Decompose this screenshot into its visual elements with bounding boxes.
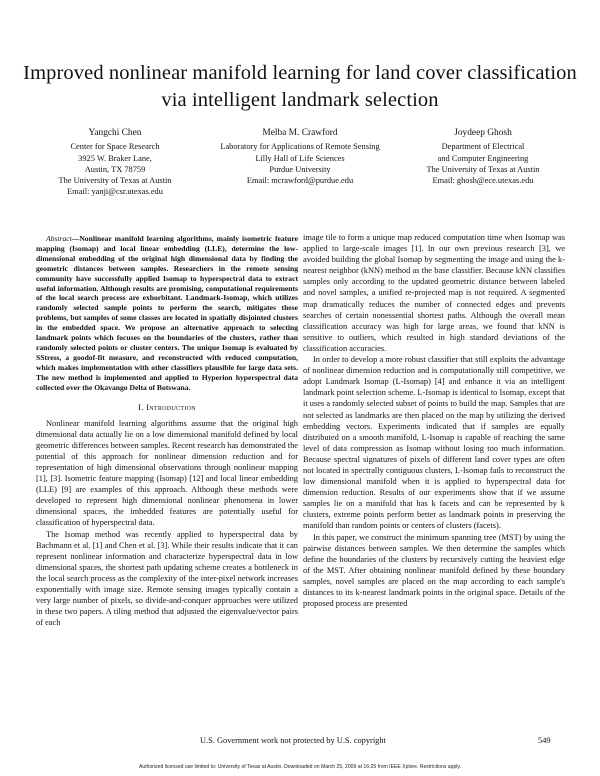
author-name: Melba M. Crawford: [262, 128, 338, 138]
author-email: Email: yanji@csr.utexas.edu: [67, 187, 163, 197]
author-affiliation-line: Center for Space Research: [70, 142, 160, 152]
author-affiliation-line: Purdue University: [269, 164, 331, 174]
author-affiliation-line: and Computer Engineering: [437, 153, 529, 163]
author-block-1: [30, 128, 200, 198]
right-column: [303, 232, 565, 609]
body-paragraph: image tile to form a unique map reduced computation time when Isomap was applied to large-scale images [1]. In our own previous research [3], we avoided building the global Isomap by segmenting the image and using the k-nearest neighbor (kNN) method as the base classifier. Because kNN classifies samples only according to the updated geometric distance between labeled and novel samples, a unified re-projected map is not required. A segmented map dramatically reduces the number of connected edges and prevents searches of certain nonessential shortest paths. Although the overall mean classification accuracy was high for large areas, we found that kNN is sensitive to outliers, which resulted in high standard deviations of the classification accuracies.: [303, 233, 565, 353]
author-affiliation-line: The University of Texas at Austin: [426, 164, 540, 174]
left-column: [36, 234, 298, 628]
author-block-3: [398, 128, 568, 186]
abstract-label: Abstract: [46, 234, 72, 243]
body-paragraph: In order to develop a more robust classifier that still exploits the advantage of nonlinear dimension reduction and is computationally still competitive, we adopt Landmark Isomap (L-Isomap) [4] and enhance it via an intelligent landmark point selection scheme. L-Isomap is identical to Isomap, except that it uses a randomly selected subset of points to build the map. Samples that are not selected as landmarks are then placed on the map by utilizing the derived embedding vectors. Experiments indicated that if samples are equally distributed on a smooth manifold, L-Isomap is capable of reaching the same level of data compression as Isomap without losing too much information. Because spectral signatures of pixels of different land cover types are often not located in spectrally contiguous clusters, L-Isomap fails to reconstruct the low dimensional manifold when it is applied to hyperspectral data for dimension reduction. Results of our experiments show that if we assume samples lie on a manifold that has k facets and can be represented by k clusters, extreme points perform better as landmark points in preserving the manifold than random points or centers of clusters (facets).: [303, 355, 565, 531]
body-paragraph: Nonlinear manifold learning algorithms assume that the original high dimensional data actually lie on a low dimensional manifold defined by local geometric differences between samples. Recent research has demonstrated the potential of this approach for nonlinear dimension reduction and for representation of high dimensional observations through nonlinear mapping [1], [3]. Isometric feature mapping (Isomap) [12] and local linear embedding (LLE) [9] are examples of this approach. Although these methods were developed to represent high dimensional nonlinear phenomena in lower dimensional spaces, the imbedded features are potentially useful for classification of hyperspectral data.: [36, 418, 298, 528]
paper-title: Improved nonlinear manifold learning for land cover classification via intelligent landmark selection: [23, 62, 577, 111]
copyright-footer: U.S. Government work not protected by U.S. copyright: [200, 736, 386, 745]
author-affiliation-line: Department of Electrical: [441, 142, 525, 152]
page-number: 549: [538, 736, 551, 745]
author-affiliation-line: The University of Texas at Austin: [58, 176, 172, 186]
author-affiliation-line: Lilly Hall of Life Sciences: [255, 153, 345, 163]
section-number: I.: [138, 401, 144, 412]
author-affiliation-line: 3925 W. Braker Lane,: [78, 153, 152, 163]
author-affiliation-line: Laboratory for Applications of Remote Sensing: [220, 142, 380, 152]
body-paragraph: The Isomap method was recently applied to hyperspectral data by Bachmann et al. [1] and Chen et al. [3]. While their results indicate that it can represent nonlinear information and characterize hyperspectral data in low dimensional spaces, the shortest path updating scheme creates a bottleneck in the local search process as the complexity of the inter-pixel network increases exponentially with image size. Remote sensing images typically contain a very large number of pixels, so divide-and-conquer approaches were utilized in these two papers. A tiling method that adjusted the eigenvalue/vector pairs of each: [36, 529, 298, 628]
author-name: Yangchi Chen: [88, 128, 142, 138]
license-notice: Authorized licensed use limited to: University of Texas at Austin. Downloaded on March 25, 2009 at 16:25 from IEEE Xplore. Restrictions apply.: [138, 764, 462, 770]
author-email: Email: ghosh@ece.utexas.edu: [432, 176, 534, 186]
abstract-text: —Nonlinear manifold learning algorithms, mainly isometric feature mapping (Isomap) and local linear embedding (LLE), determine the low-dimensional embedding of the original high dimensional data by finding the geometric distances between samples. Researchers in the remote sensing community have successfully applied Isomap to hyperspectral data to extract useful information. Although results are promising, computational requirements of the local search process are exhorbitant. Landmark-Isomap, which utilizes randomly selected sample points to perform the search, mitigates these problems, but samples of some classes are located in spatially disjointed clusters in the embedded space. We propose an alternative approach to selecting landmark points which focuses on the boundaries of the clusters, rather than randomly selected points or cluster centers. The unique Isomap is evaluated by SStress, a goodof-fit measure, and reconstructed with reduced computation, which makes implementation with other classifiers plausible for large data sets. The new method is implemented and applied to Hyperion hyperspectral data collected over the Okavango Delta of Botswana.: [36, 234, 298, 392]
author-email: Email: mcrawford@purdue.edu: [246, 176, 354, 186]
section-heading: [36, 402, 298, 413]
author-block-2: [200, 128, 400, 186]
abstract: [36, 234, 298, 393]
author-affiliation-line: Austin, TX 78759: [84, 164, 146, 174]
author-name: Joydeep Ghosh: [454, 128, 512, 138]
section-title: Introduction: [146, 401, 196, 412]
body-paragraph: In this paper, we construct the minimum spanning tree (MST) by using the pairwise distances between samples. We then determine the samples which define the boundaries of the clusters by recursively cutting the heaviest edge of the MST. After obtaining nonlinear manifold defined by these boundary samples, novel samples are placed on the map according to each sample's distances to its k-nearest landmark points in the original space. Details of the proposed process are presented: [303, 532, 565, 609]
